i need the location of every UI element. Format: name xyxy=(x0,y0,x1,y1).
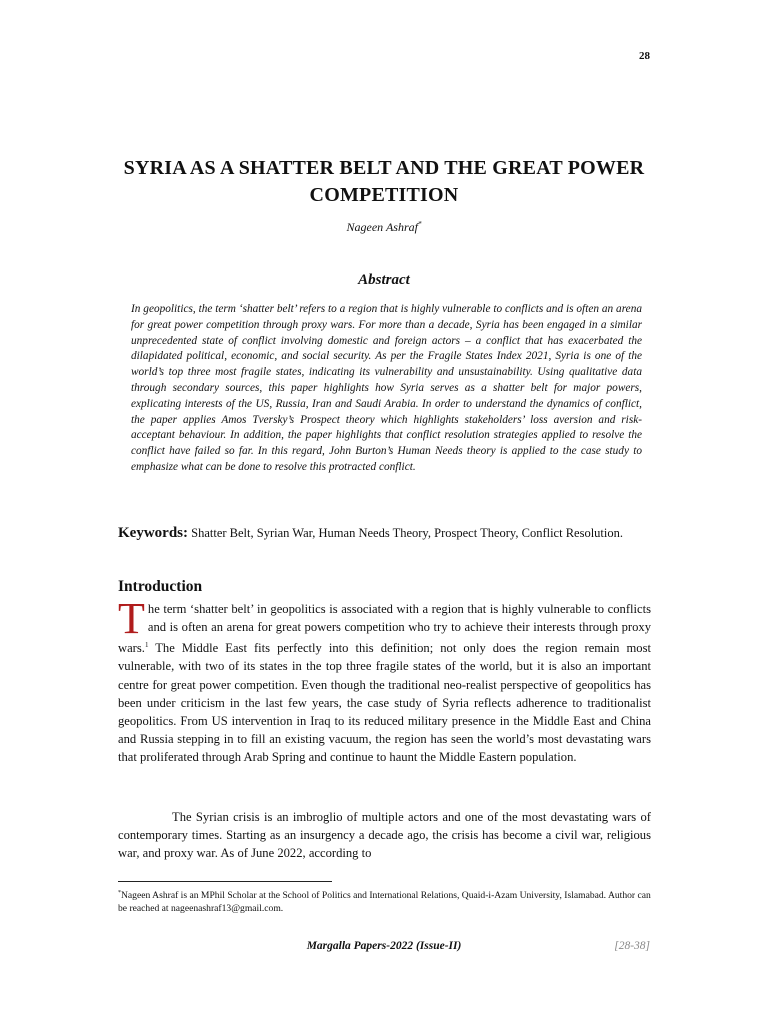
page-number: 28 xyxy=(639,50,650,62)
footnote-marker: * xyxy=(118,890,121,896)
keywords-text: Shatter Belt, Syrian War, Human Needs Theory, Prospect Theory, Conflict Resolution. xyxy=(191,526,623,540)
introduction-heading: Introduction xyxy=(118,578,203,595)
introduction-paragraph-2: The Syrian crisis is an imbroglio of multiple actors and one of the most devastating wars of contemporary times. Starting as an insurgency a decade ago, the crisis has become a civil war, religious war, and proxy war. As of June 2022, according to xyxy=(118,810,651,861)
introduction-paragraph-1 xyxy=(118,594,651,766)
abstract-text: In geopolitics, the term ‘shatter belt’ refers to a region that is highly vulnerable to conflicts and is often an arena for great power competition through proxy wars. For more than a decade, Syria has been engaged in a similar unprecedented state of conflict involving domestic and foreign actors – a conflict that has exacerbated the dilapidated political, economic, and social security. As per the Fragile States Index 2021, Syria is one of the world’s top three most fragile states, indicating its vulnerability and unsustainability. Using qualitative data through secondary sources, this paper highlights how Syria serves as a shatter belt for major powers, explicating interests of the US, Russia, Iran and Saudi Arabia. In order to understand the dynamics of conflict, the paper applies Amos Tversky’s Prospect theory which highlights stakeholders’ loss aversion and risk-acceptant behaviour. In addition, the paper highlights that conflict resolution strategies applied to resolve the conflict have failed so far. In this regard, John Burton’s Human Needs theory is applied to the case study to emphasize what can be done to resolve this protracted conflict. xyxy=(131,303,642,473)
author-line xyxy=(118,220,650,235)
footnote xyxy=(118,887,651,915)
drop-cap: T xyxy=(118,594,145,643)
paper-title: SYRIA AS A SHATTER BELT AND THE GREAT POWER COMPETITION xyxy=(123,157,645,206)
footnote-reference[interactable]: 1 xyxy=(144,641,149,650)
footnote-text: Nageen Ashraf is an MPhil Scholar at the School of Politics and International Relations, Quaid-i-Azam University, Islamabad. Author can be reached at nageenashraf13@gmail.com. xyxy=(118,890,651,915)
author-name: Nageen Ashraf xyxy=(346,220,418,234)
footnote-divider xyxy=(118,881,332,882)
footer-page-range: [28-38] xyxy=(614,940,650,952)
abstract-heading: Abstract xyxy=(358,272,410,288)
introduction-text-part-b: The Middle East fits perfectly into this definition; not only does the region remain most vulnerable, with two of its states in the top three fragile states of the world, but it is also an important centre for great power competition. Even though the traditional neo-realist perspective of geopolitics has been under criticism in the last few years, the case study of Syria reflects adherence to traditionalist geopolitics. From US intervention in Iraq to its reduced military presence in the Middle East and China and Russia stepping in to fill an existing vacuum, the region has seen the world’s most devastating wars that proliferated through Arab Spring and continue to haunt the Middle Eastern population. xyxy=(118,641,651,764)
footer-journal-name: Margalla Papers-2022 (Issue-II) xyxy=(306,940,462,952)
keywords-label: Keywords: xyxy=(118,525,188,541)
author-footnote-marker: * xyxy=(417,220,422,228)
keywords xyxy=(118,524,650,543)
introduction-text-part-a: he term ‘shatter belt’ in geopolitics is associated with a region that is highly vulnerable to conflicts and is often an arena for great powers competition who try to achieve their interests through proxy wars. xyxy=(118,602,651,656)
